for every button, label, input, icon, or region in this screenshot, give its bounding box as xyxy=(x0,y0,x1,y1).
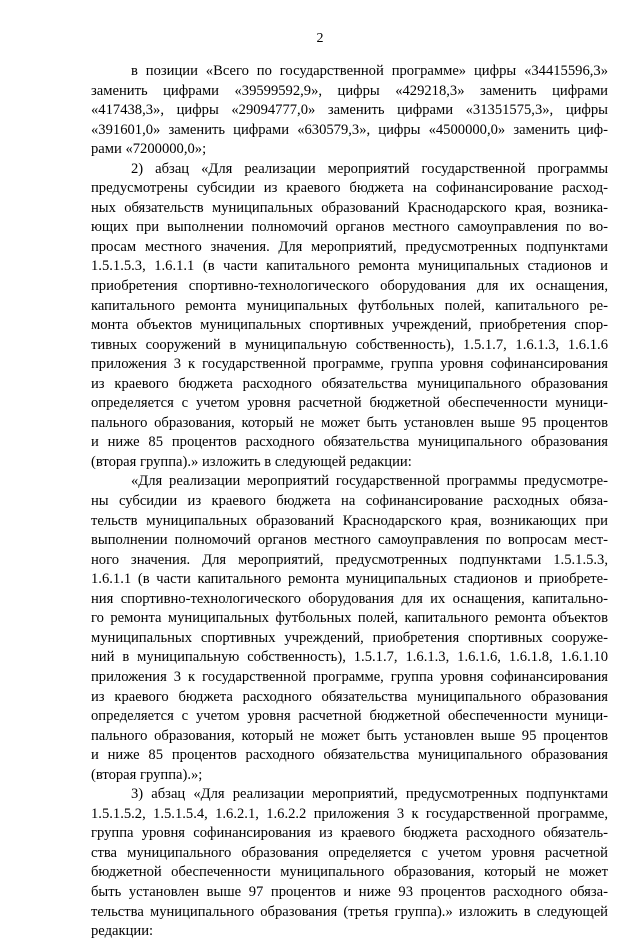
text-line: рами «7200000,0»; xyxy=(91,141,207,158)
text-line: группа уровня софинансирования из краевого бюджета расходного обязатель- xyxy=(91,825,608,842)
text-line: пального образования, который не может быть установлен выше 95 процентов xyxy=(91,414,608,431)
text-line: (вторая группа).»; xyxy=(91,766,203,783)
text-line: определяется с учетом уровня расчетной бюджетной обеспеченности муници- xyxy=(91,708,608,725)
text-line: и ниже 85 процентов расходного обязательства муниципального образования xyxy=(91,747,608,764)
text-line: капитального ремонта муниципальных футбольных полей, капитального ре- xyxy=(91,297,608,314)
text-line: го ремонта муниципальных футбольных полей, капитального ремонта объектов xyxy=(91,610,608,627)
text-line: предусмотрены субсидии из краевого бюджета на софинансирование расход- xyxy=(91,180,608,197)
text-line: тивных сооружений в муниципальную собственность), 1.5.1.7, 1.6.1.3, 1.6.1.6 xyxy=(91,336,608,353)
text-line: 1.6.1.1 (в части капитального ремонта муниципальных стадионов и приобрете- xyxy=(91,571,608,588)
text-line: (вторая группа).» изложить в следующей редакции: xyxy=(91,453,412,470)
text-line: быть установлен выше 97 процентов и ниже 93 процентов расходного обяза- xyxy=(91,883,608,900)
text-line: ных обязательств муниципальных образований Краснодарского края, возника- xyxy=(91,199,608,216)
text-line: монта объектов муниципальных спортивных учреждений, приобретения спор- xyxy=(91,317,608,334)
text-line: тельств муниципальных образований Краснодарского края, возникающих при xyxy=(91,512,608,529)
text-line: редакции: xyxy=(91,923,154,940)
text-line: и ниже 85 процентов расходного обязательства муниципального образования xyxy=(91,434,608,451)
text-line: приобретения спортивно-технологического оборудования для их оснащения, xyxy=(91,278,608,295)
text-line: из краевого бюджета расходного обязательства муниципального образования xyxy=(91,375,608,392)
text-line: в позиции «Всего по государственной программе» цифры «34415596,3» xyxy=(131,63,608,79)
text-line: тельства муниципального образования (третья группа).» изложить в следующей xyxy=(91,903,608,920)
page-number: 2 xyxy=(316,31,324,46)
text-line: 1.5.1.5.3, 1.6.1.1 (в части капитального ремонта муниципальных стадионов и xyxy=(91,258,608,275)
text-line: ний в муниципальную собственность), 1.5.1.7, 1.6.1.3, 1.6.1.6, 1.6.1.8, 1.6.1.10 xyxy=(91,649,608,666)
text-line: выполнении полномочий органов местного самоуправления по вопросам мест- xyxy=(91,532,608,549)
text-line: ны субсидии из краевого бюджета на софинансирование расходных обяза- xyxy=(91,493,608,510)
text-line: определяется с учетом уровня расчетной бюджетной обеспеченности муници- xyxy=(91,395,608,412)
text-line: просам местного значения. Для мероприятий, предусмотренных подпунктами xyxy=(91,238,608,255)
text-line: ства муниципального образования определяется с учетом уровня расчетной xyxy=(91,844,608,861)
text-line: бюджетной обеспеченности муниципального образования, который не может xyxy=(91,864,608,881)
text-line: 3) абзац «Для реализации мероприятий, предусмотренных подпунктами xyxy=(131,786,608,803)
text-line: приложения 3 к государственной программе, группа уровня софинансирования xyxy=(91,668,608,685)
text-line: «Для реализации мероприятий государственной программы предусмотре- xyxy=(131,473,608,490)
text-line: приложения 3 к государственной программе, группа уровня софинансирования xyxy=(91,356,608,373)
text-line: заменить цифрами «39599592,9», цифры «429218,3» заменить цифрами xyxy=(91,82,608,99)
text-line: 2) абзац «Для реализации мероприятий государственной программы xyxy=(131,160,608,177)
text-line: пального образования, который не может быть установлен выше 95 процентов xyxy=(91,727,608,744)
text-line: 1.5.1.5.2, 1.5.1.5.4, 1.6.2.1, 1.6.2.2 приложения 3 к государственной программе, xyxy=(91,805,608,822)
text-line: «391601,0» заменить цифрами «630579,3», цифры «4500000,0» заменить циф- xyxy=(91,121,608,138)
text-line: «417438,3», цифры «29094777,0» заменить цифрами «31351575,3», цифры xyxy=(91,102,608,119)
text-line: ющих при выполнении полномочий органов местного самоуправления по во- xyxy=(91,219,608,236)
text-line: муниципальных спортивных учреждений, приобретения спортивных сооруже- xyxy=(91,629,608,646)
text-line: из краевого бюджета расходного обязательства муниципального образования xyxy=(91,688,608,705)
text-line: ного значения. Для мероприятий, предусмотренных подпунктами 1.5.1.5.3, xyxy=(91,551,608,568)
text-line: ния спортивно-технологического оборудования для их оснащения, капитально- xyxy=(91,590,608,607)
document-body xyxy=(91,62,608,942)
